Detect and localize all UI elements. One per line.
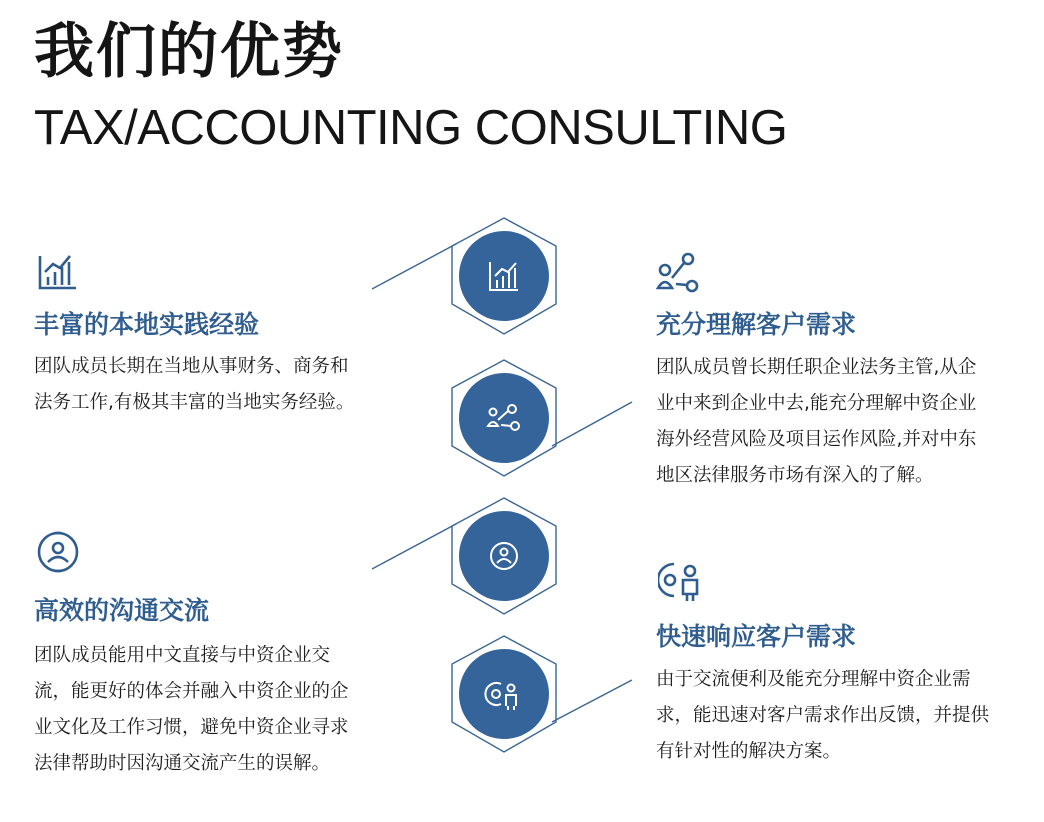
feature-description: 团队成员长期在当地从事财务、商务和 法务工作,有极其丰富的当地实务经验。 bbox=[34, 356, 355, 413]
feature-title: 充分理解客户需求 bbox=[656, 310, 857, 339]
feature-description: 团队成员能用中文直接与中资企业交 流，能更好的体会并融入中资企业的企 业文化及工作习惯，避免中资企业寻求 法律帮助时因沟通交流产生的误解。 bbox=[34, 645, 349, 774]
feature-description: 由于交流便利及能充分理解中资企业需 求，能迅速对客户需求作出反馈，并提供 有针对性的解决方案。 bbox=[656, 669, 990, 762]
connector-line-4 bbox=[552, 680, 632, 722]
hex-badge-user bbox=[446, 498, 562, 614]
feature-title: 丰富的本地实践经验 bbox=[34, 310, 260, 339]
hex-badge-chart bbox=[446, 218, 562, 334]
page-title: 我们的优势 bbox=[34, 17, 344, 87]
gear-person-icon bbox=[658, 558, 702, 602]
user-circle-icon bbox=[36, 530, 80, 574]
chart-icon bbox=[36, 250, 80, 294]
page-subtitle: TAX/ACCOUNTING CONSULTING bbox=[34, 101, 788, 155]
feature-fast-response bbox=[656, 558, 1026, 778]
feature-local-experience bbox=[34, 250, 394, 430]
network-icon bbox=[656, 250, 700, 294]
feature-title: 高效的沟通交流 bbox=[34, 596, 210, 625]
hex-badge-gear bbox=[446, 636, 562, 752]
feature-description: 团队成员曾长期任职企业法务主管,从企 业中来到企业中去,能充分理解中资企业 海外经营风险及项目运作风险,并对中东 地区法律服务市场有深入的了解。 bbox=[656, 357, 977, 486]
hex-badge-network bbox=[446, 360, 562, 476]
feature-communication bbox=[34, 530, 394, 790]
feature-understand-needs bbox=[656, 250, 1026, 500]
feature-title: 快速响应客户需求 bbox=[656, 622, 857, 651]
connector-line-2 bbox=[552, 402, 632, 446]
